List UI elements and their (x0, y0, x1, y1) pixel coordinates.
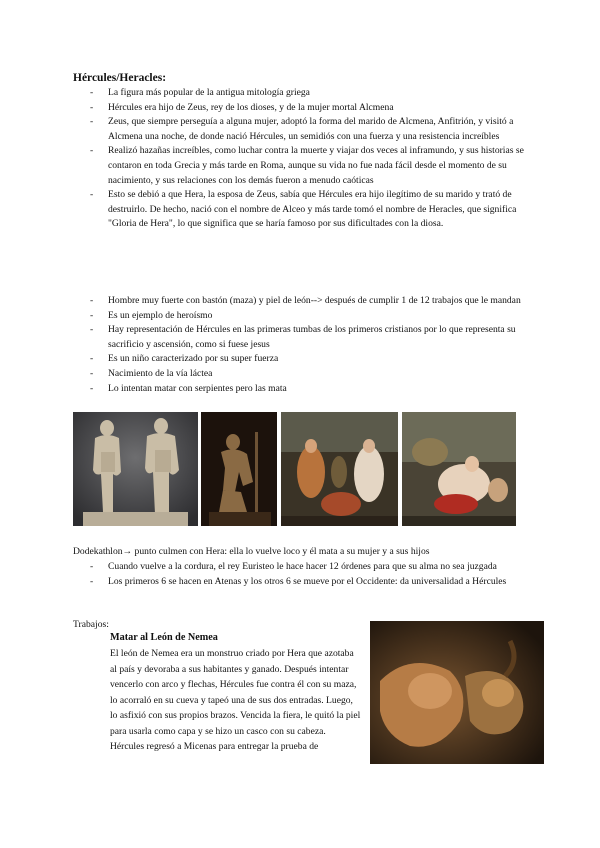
list-item: - Esto se debió a que Hera, la esposa de Zeus, sabía que Hércules era hijo ilegítimo de su marido y trató de destruirlo. De hecho, nació con el nombre de Alceo y más tarde tomó el nombre de Heracles, que significa "Gloria de Hera", lo que significa que se haría famoso por sus dificultades con la diosa. (88, 188, 528, 232)
list-item: - Realizó hazañas increíbles, como luchar contra la muerte y viajar dos veces al inframundo, y sus historias se contaron en toda Grecia y más tarde en Roma, aunque su vida no fue nada fácil desde el momento de su nacimiento, y sus relaciones con los demás fueron a menudo caóticas (88, 144, 528, 188)
labor-text: El león de Nemea era un monstruo criado por Hera que azotaba al país y devoraba a sus habitantes y ganado. Después intentar vencerlo con arco y flechas, Hércules fue contra él con su maza, lo acorraló en su cueva y tapeó una de sus dos entradas. Luego, lo asfixió con sus propios brazos. Vencida la fiera, le quitó la piel para usarla como capa y se hizo un casco con su cabeza. Hércules regresó a Micenas para entregar la prueba de (110, 648, 361, 752)
nemean-lion-painting (370, 621, 544, 764)
intro-bullet-list (88, 86, 528, 232)
list-item: - Cuando vuelve a la cordura, el rey Euristeo le hace hacer 12 órdenes para que su alma no sea juzgada (88, 560, 533, 575)
list-item: - Los primeros 6 se hacen en Atenas y los otros 6 se mueve por el Occidente: da universalidad a Hércules (88, 575, 533, 590)
list-item: - Hércules era hijo de Zeus, rey de los dioses, y de la mujer mortal Alcmena (88, 101, 528, 116)
statue-photo (73, 412, 198, 526)
dodekathlon-bullet-list (88, 560, 533, 589)
list-item: - Zeus, que siempre perseguía a alguna mujer, adoptó la forma del marido de Alcmena, Anfitrión, y visitó a Alcmena una noche, de donde nació Hércules, un semidiós con una fuerza y una resistencia increíbles (88, 115, 528, 144)
trabajos-label: Trabajos: (73, 619, 109, 630)
list-item: - Nacimiento de la vía láctea (88, 367, 528, 382)
list-item: - Es un ejemplo de heroísmo (88, 309, 528, 324)
bronze-statue-photo (201, 412, 277, 526)
birth-of-milky-way-painting (402, 412, 516, 526)
list-item: - Hay representación de Hércules en las primeras tumbas de los primeros cristianos por lo que representa su sacrificio y ascensión, como si fuese jesus (88, 323, 528, 352)
list-item: - Lo intentan matar con serpientes pero las mata (88, 382, 528, 397)
dodekathlon-line: Dodekathlon→ punto culmen con Hera: ella lo vuelve loco y él mata a su mujer y a sus hijos (73, 546, 430, 557)
list-item: - Es un niño caracterizado por su super fuerza (88, 352, 528, 367)
labor-title: Matar al León de Nemea (110, 632, 218, 643)
section-title: Hércules/Heracles: (73, 72, 167, 84)
painting-photo (281, 412, 398, 526)
traits-bullet-list (88, 294, 528, 396)
list-item: - Hombre muy fuerte con bastón (maza) y piel de león--> después de cumplir 1 de 12 trabajos que le mandan (88, 294, 528, 309)
list-item: - La figura más popular de la antigua mitología griega (88, 86, 528, 101)
